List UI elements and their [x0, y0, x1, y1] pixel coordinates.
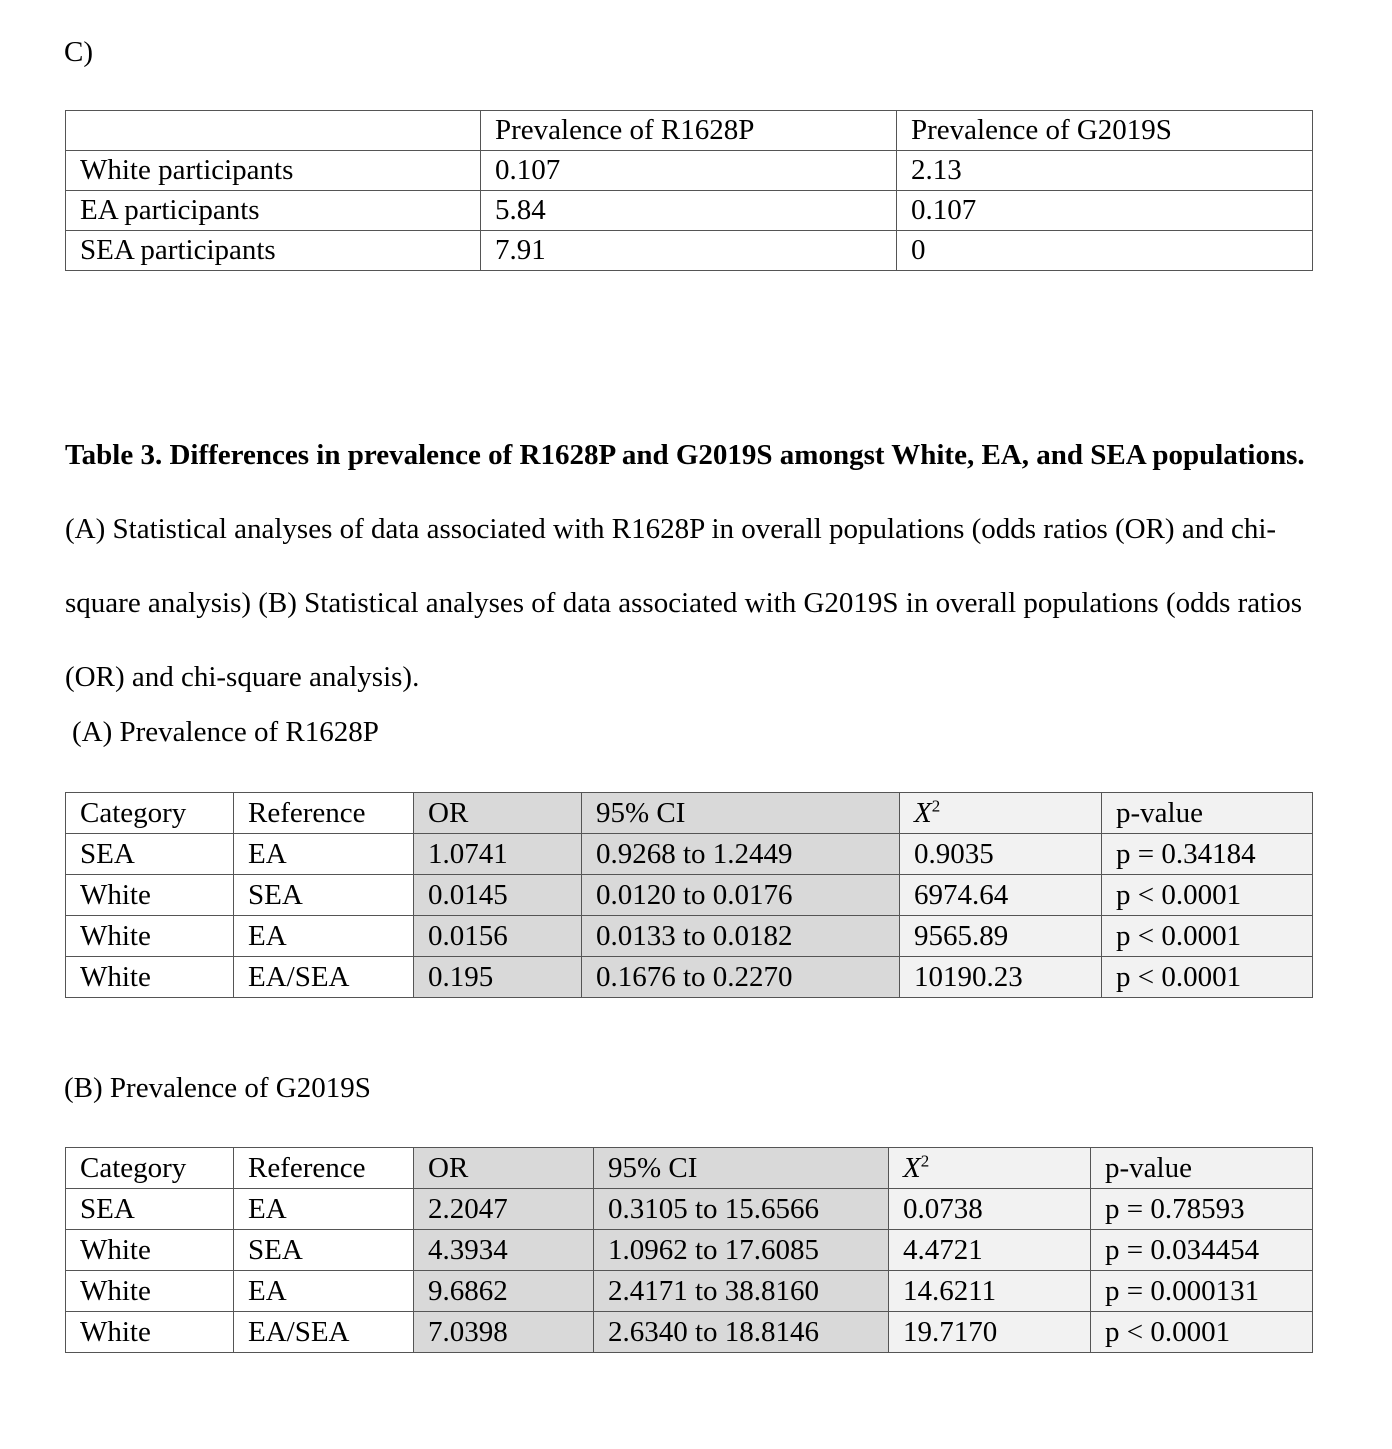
table-cell: White — [66, 1230, 234, 1271]
table-cell: SEA — [234, 1230, 414, 1271]
table-row — [66, 231, 1313, 271]
table-cell: EA — [234, 1271, 414, 1312]
table-cell: 1.0741 — [414, 834, 582, 875]
header-cell: OR — [414, 1148, 594, 1189]
table-cell: p = 0.034454 — [1091, 1230, 1313, 1271]
header-cell: Reference — [234, 1148, 414, 1189]
header-cell — [889, 1148, 1091, 1189]
table-cell: p = 0.34184 — [1102, 834, 1313, 875]
table-cell: 7.0398 — [414, 1312, 594, 1353]
table-row — [66, 834, 1313, 875]
header-cell: Category — [66, 793, 234, 834]
table-header-row — [66, 793, 1313, 834]
table-cell: EA/SEA — [234, 957, 414, 998]
caption-title: Table 3. Differences in prevalence of R1628P and G2019S amongst White, EA, and SEA populations. — [65, 439, 1305, 471]
table-cell: p < 0.0001 — [1102, 916, 1313, 957]
table-cell: 0.195 — [414, 957, 582, 998]
table-a-title: (A) Prevalence of R1628P — [72, 716, 379, 748]
table-cell: EA/SEA — [234, 1312, 414, 1353]
table-cell: 9565.89 — [900, 916, 1102, 957]
table-cell: 0.0133 to 0.0182 — [582, 916, 900, 957]
table-header-row — [66, 1148, 1313, 1189]
table-row — [66, 875, 1313, 916]
table-cell: White — [66, 875, 234, 916]
table-cell: 0.1676 to 0.2270 — [582, 957, 900, 998]
table-cell: White — [66, 916, 234, 957]
table-cell: 0.9268 to 1.2449 — [582, 834, 900, 875]
table-cell: 0.0120 to 0.0176 — [582, 875, 900, 916]
table-cell: 14.6211 — [889, 1271, 1091, 1312]
table-cell: 2.6340 to 18.8146 — [594, 1312, 889, 1353]
table-b-title: (B) Prevalence of G2019S — [64, 1072, 371, 1104]
g2019s-stats-table — [65, 1147, 1313, 1353]
table-cell: EA — [234, 1189, 414, 1230]
chi-symbol: X — [914, 797, 932, 829]
table-cell: 2.4171 to 38.8160 — [594, 1271, 889, 1312]
caption-body: (A) Statistical analyses of data associated with R1628P in overall populations (odds ratios (OR) and chi-square analysis) (B) Statistical analyses of data associated with G2019S in overall populations (odds ratios (OR) and chi-square analysis). — [65, 513, 1303, 693]
table-cell: p < 0.0001 — [1102, 957, 1313, 998]
table-cell: 19.7170 — [889, 1312, 1091, 1353]
table-cell: SEA participants — [66, 231, 481, 271]
table-row — [66, 916, 1313, 957]
table-row — [66, 191, 1313, 231]
table-cell: 0.107 — [897, 191, 1313, 231]
r1628p-stats-table — [65, 792, 1313, 998]
table-cell: 5.84 — [481, 191, 897, 231]
table-row — [66, 1189, 1313, 1230]
table-cell: White — [66, 1271, 234, 1312]
table-cell: 4.4721 — [889, 1230, 1091, 1271]
table-row — [66, 957, 1313, 998]
table-cell: p < 0.0001 — [1091, 1312, 1313, 1353]
table-cell: SEA — [66, 1189, 234, 1230]
table-cell: p < 0.0001 — [1102, 875, 1313, 916]
chi-superscript: 2 — [931, 796, 941, 816]
table-cell: 0.107 — [481, 151, 897, 191]
header-cell: Prevalence of G2019S — [897, 111, 1313, 151]
table-cell: White participants — [66, 151, 481, 191]
header-cell: Reference — [234, 793, 414, 834]
table-cell: SEA — [66, 834, 234, 875]
table-cell: White — [66, 1312, 234, 1353]
table-cell: 0.0738 — [889, 1189, 1091, 1230]
header-cell — [900, 793, 1102, 834]
table-cell: 2.13 — [897, 151, 1313, 191]
table-cell: 7.91 — [481, 231, 897, 271]
table-cell: 2.2047 — [414, 1189, 594, 1230]
header-cell — [66, 111, 481, 151]
header-cell: Category — [66, 1148, 234, 1189]
header-cell: Prevalence of R1628P — [481, 111, 897, 151]
table-cell: p = 0.000131 — [1091, 1271, 1313, 1312]
table-cell: EA participants — [66, 191, 481, 231]
table-row — [66, 151, 1313, 191]
table-cell: 0.9035 — [900, 834, 1102, 875]
table-cell: 0.0156 — [414, 916, 582, 957]
header-cell: 95% CI — [582, 793, 900, 834]
table-row — [66, 1230, 1313, 1271]
table-row — [66, 1271, 1313, 1312]
table-cell: 1.0962 to 17.6085 — [594, 1230, 889, 1271]
table-cell: White — [66, 957, 234, 998]
table-header-row — [66, 111, 1313, 151]
table-cell: 6974.64 — [900, 875, 1102, 916]
panel-label: C) — [64, 36, 93, 68]
table-cell: 4.3934 — [414, 1230, 594, 1271]
table-cell: p = 0.78593 — [1091, 1189, 1313, 1230]
table-cell: SEA — [234, 875, 414, 916]
table-cell: EA — [234, 834, 414, 875]
table-cell: 10190.23 — [900, 957, 1102, 998]
header-cell: p-value — [1102, 793, 1313, 834]
table-cell: 9.6862 — [414, 1271, 594, 1312]
table-cell: 0 — [897, 231, 1313, 271]
header-cell: p-value — [1091, 1148, 1313, 1189]
header-cell: OR — [414, 793, 582, 834]
table-cell: 0.3105 to 15.6566 — [594, 1189, 889, 1230]
chi-symbol: X — [903, 1152, 921, 1184]
table-caption — [65, 418, 1315, 714]
chi-superscript: 2 — [920, 1151, 930, 1171]
table-cell: EA — [234, 916, 414, 957]
prevalence-table — [65, 110, 1313, 271]
table-cell: 0.0145 — [414, 875, 582, 916]
header-cell: 95% CI — [594, 1148, 889, 1189]
table-row — [66, 1312, 1313, 1353]
